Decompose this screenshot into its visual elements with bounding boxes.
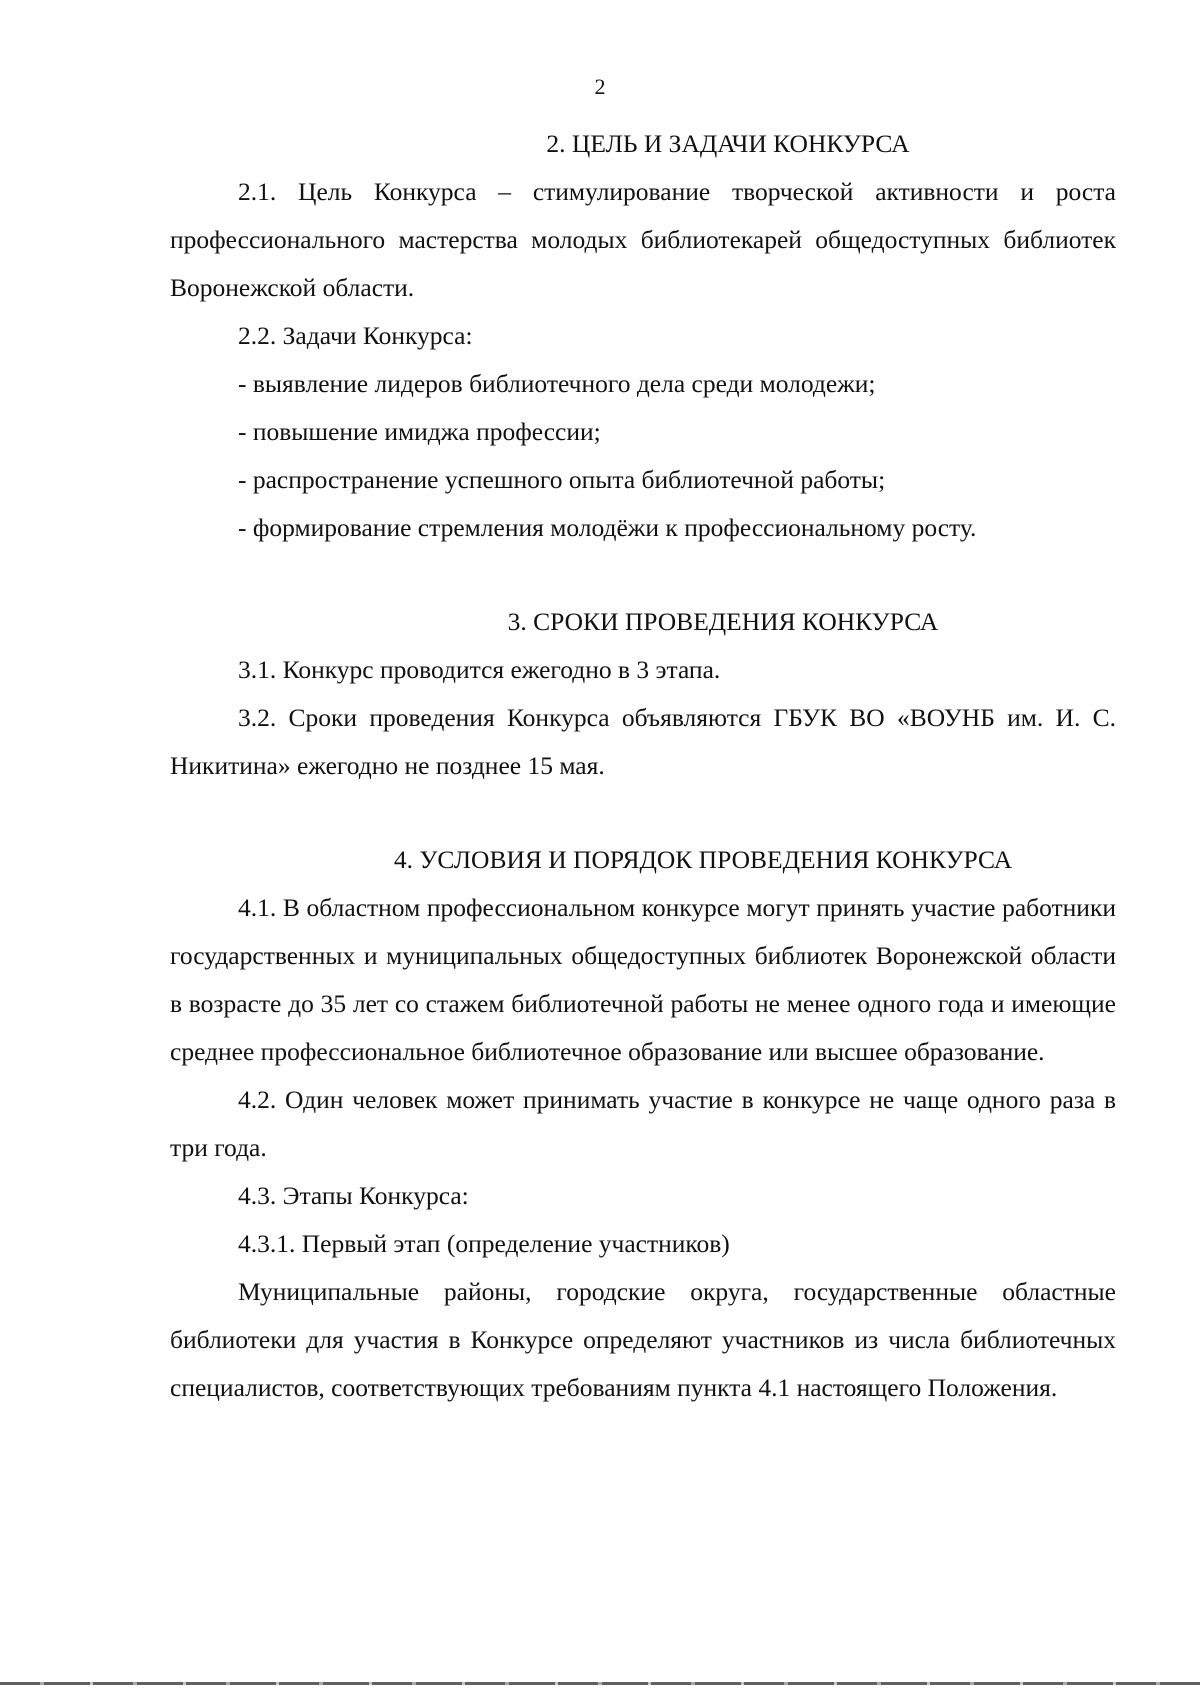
paragraph-3-2: 3.2. Сроки проведения Конкурса объявляются ГБУК ВО «ВОУНБ им. И. С. Никитина» ежегодно не позднее 15 мая.	[170, 703, 1116, 780]
task-item: - формирование стремления молодёжи к профессиональному росту.	[238, 513, 977, 542]
scan-edge-line	[0, 1682, 1200, 1685]
task-item: - выявление лидеров библиотечного дела среди молодежи;	[238, 369, 876, 398]
section-2-heading: 2. ЦЕЛЬ И ЗАДАЧИ КОНКУРСА	[546, 129, 910, 158]
section-3-heading: 3. СРОКИ ПРОВЕДЕНИЯ КОНКУРСА	[507, 607, 939, 636]
paragraph-2-2: 2.2. Задачи Конкурса:	[238, 321, 473, 350]
task-item: - повышение имиджа профессии;	[238, 417, 601, 446]
page-number: 2	[594, 74, 606, 99]
paragraph-4-3-1: 4.3.1. Первый этап (определение участников)	[238, 1229, 730, 1258]
task-item: - распространение успешного опыта библиотечной работы;	[238, 465, 886, 494]
document-body	[170, 120, 1116, 1412]
paragraph-4-3: 4.3. Этапы Конкурса:	[238, 1181, 469, 1210]
paragraph-4-3-1-text: Муниципальные районы, городские округа, государственные областные библиотеки для участия в Конкурсе определяют участников из числа библиотечных специалистов, соответствующих требованиям пункта 4.1 настоящего Положения.	[170, 1277, 1116, 1402]
paragraph-2-1: 2.1. Цель Конкурса – стимулирование творческой активности и роста профессионального мастерства молодых библиотекарей общедоступных библиотек Воронежской области.	[170, 177, 1116, 302]
paragraph-3-1: 3.1. Конкурс проводится ежегодно в 3 этапа.	[238, 655, 721, 684]
paragraph-4-1: 4.1. В областном профессиональном конкурсе могут принять участие работники государственных и муниципальных общедоступных библиотек Воронежской области в возрасте до 35 лет со стажем библиотечной работы не менее одного года и имеющие среднее профессиональное библиотечное образование или высшее образование.	[170, 893, 1116, 1066]
paragraph-4-2: 4.2. Один человек может принимать участие в конкурсе не чаще одного раза в три года.	[170, 1085, 1116, 1162]
section-4-heading: 4. УСЛОВИЯ И ПОРЯДОК ПРОВЕДЕНИЯ КОНКУРСА	[393, 845, 1013, 874]
